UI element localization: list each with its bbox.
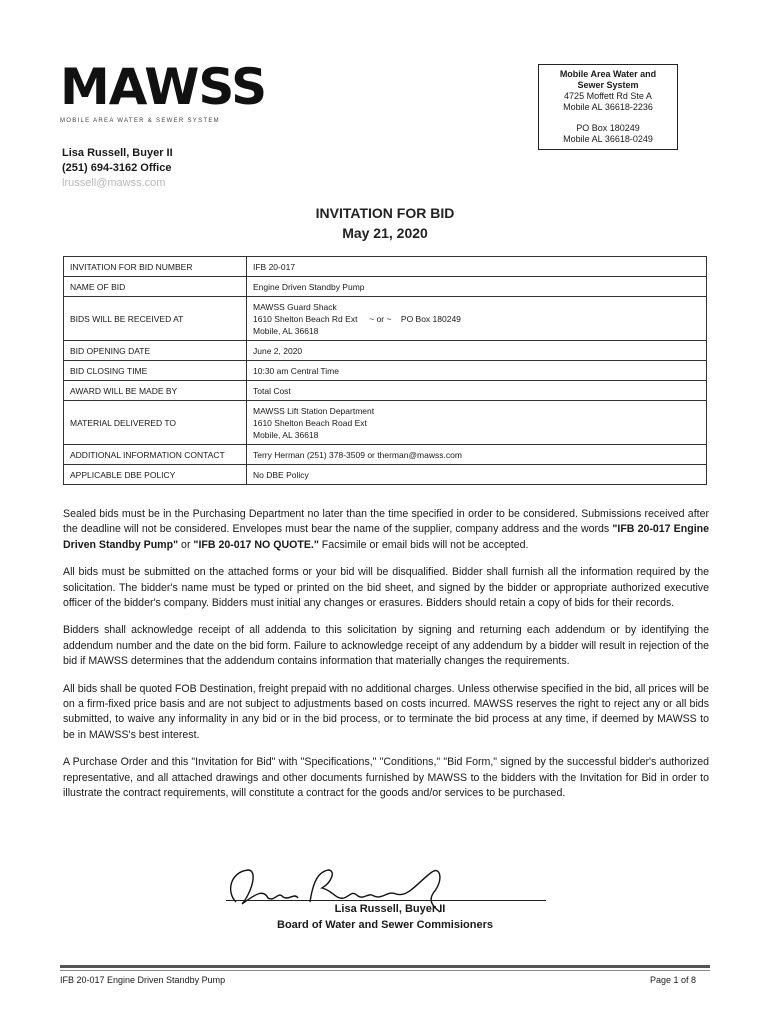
address-line: Mobile AL 36618-0249 [563, 134, 653, 144]
table-row [64, 361, 707, 381]
footer-page-number: Page 1 of 8 [650, 975, 697, 985]
address-line: Mobile Area Water and [559, 69, 657, 79]
bid-info-table [63, 256, 707, 485]
logo-wordmark: MAWSS [60, 58, 267, 116]
row-value [247, 361, 707, 381]
buyer-phone: (251) 694-3162 Office [62, 162, 172, 174]
address-box [538, 64, 678, 150]
row-value-line: MAWSS Lift Station Department [253, 405, 375, 416]
paragraph-pricing: All bids shall be quoted FOB Destination, freight prepaid with no additional charges. Unless otherwise specified in the bid, all prices will be on a firm-fixed price basis and are not subject to adjustments based on costs incurred. MAWSS reserves the right to reject any or all bids submitted, to waive any informality in any bid or in the bid process, or to terminate the bid process at any time, if deemed by MAWSS to be in MAWSS's best interest. [63, 682, 709, 741]
table-row [64, 257, 707, 277]
row-value [247, 257, 707, 277]
title-heading: INVITATION FOR BID [315, 205, 455, 221]
document-body [63, 507, 709, 814]
address-line: PO Box 180249 [576, 123, 640, 133]
table-row [64, 465, 707, 485]
row-value-line: No DBE Policy [253, 469, 309, 480]
row-label: NAME OF BID [64, 277, 247, 297]
row-value-line: MAWSS Guard Shack [253, 301, 337, 312]
row-label: INVITATION FOR BID NUMBER [64, 257, 247, 277]
table-row [64, 297, 707, 341]
row-label: BID CLOSING TIME [64, 361, 247, 381]
signer-name: Lisa Russell, Buyer II [334, 903, 446, 915]
footer-rule [60, 970, 710, 971]
table-row [64, 277, 707, 297]
row-value-line: Mobile, AL 36618 [253, 429, 319, 440]
footer-document-name: IFB 20-017 Engine Driven Standby Pump [60, 975, 226, 985]
row-value [247, 297, 707, 341]
row-value-line: Mobile, AL 36618 [253, 325, 319, 336]
row-value [247, 445, 707, 465]
paragraph-forms: All bids must be submitted on the attached forms or your bid will be disqualified. Bidder shall furnish all the information required by the solicitation. The bidder's name must be typed or printed on the bid sheet, and signed by the bidder or appropriate authorized executive officer of the bidder's company. Bidders must initial any changes or erasures. Bidders should retain a copy of bids for their records. [63, 566, 709, 610]
buyer-contact [62, 146, 173, 191]
row-value [247, 401, 707, 445]
row-value-line: June 2, 2020 [253, 345, 303, 356]
row-value-line: 10:30 am Central Time [253, 365, 339, 376]
paragraph-contract: A Purchase Order and this "Invitation for Bid" with "Specifications," "Conditions," "Bid Form," signed by the successful bidder's authorized representative, and all attached drawings and other documents furnished by MAWSS to the bidders with the Invitation for Bid in order to illustrate the contract requirements, will constitute a contract for the goods and/or services to be purchased. [63, 756, 709, 800]
table-row [64, 445, 707, 465]
row-value-line: Terry Herman (251) 378-3509 or therman@mawss.com [253, 449, 462, 460]
signature-block [0, 901, 770, 933]
title-date: May 21, 2020 [342, 225, 428, 241]
table-row [64, 341, 707, 361]
address-line: Sewer System [577, 80, 639, 90]
row-label: BIDS WILL BE RECEIVED AT [64, 297, 247, 341]
footer-rule [60, 965, 710, 968]
row-value-line: Engine Driven Standby Pump [253, 281, 365, 292]
board-name: Board of Water and Sewer Commisioners [277, 919, 493, 931]
row-value-line: 1610 Shelton Beach Road Ext [253, 417, 367, 428]
buyer-email[interactable]: lrussell@mawss.com [62, 177, 166, 189]
row-value-line: IFB 20-017 [253, 261, 296, 272]
buyer-name: Lisa Russell, Buyer II [62, 147, 173, 159]
mawss-logo [60, 58, 267, 132]
paragraph-addenda: Bidders shall acknowledge receipt of all addenda to this solicitation by signing and returning each addendum or by identifying the addendum number and the date on the bid form. Failure to acknowledge receipt of any addendum by a bidder will result in rejection of the bid if MAWSS determines that the addendum contains information that materially changes the requirements. [63, 624, 709, 668]
document-title [0, 203, 770, 243]
row-value [247, 465, 707, 485]
row-value [247, 341, 707, 361]
row-value [247, 277, 707, 297]
paragraph-submission: Sealed bids must be in the Purchasing Department no later than the time specified in order to be considered. Submissions received after the deadline will not be considered. Envelopes must bear the name of the supplier, company address and the words "IFB 20-017 Engine Driven Standby Pump" or "IFB 20-017 NO QUOTE." Facsimile or email bids will not be accepted. [63, 508, 709, 551]
row-label: ADDITIONAL INFORMATION CONTACT [64, 445, 247, 465]
row-value [247, 381, 707, 401]
row-label: BID OPENING DATE [64, 341, 247, 361]
address-line: 4725 Moffett Rd Ste A [564, 91, 652, 101]
row-label: AWARD WILL BE MADE BY [64, 381, 247, 401]
row-value-line: 1610 Shelton Beach Rd Ext ~ or ~ PO Box 180249 [253, 313, 461, 324]
row-label: APPLICABLE DBE POLICY [64, 465, 247, 485]
row-label: MATERIAL DELIVERED TO [64, 401, 247, 445]
logo-tagline: MOBILE AREA WATER & SEWER SYSTEM [60, 118, 220, 124]
row-value-line: Total Cost [253, 385, 291, 396]
address-line: Mobile AL 36618-2236 [563, 102, 653, 112]
table-row [64, 381, 707, 401]
table-row [64, 401, 707, 445]
